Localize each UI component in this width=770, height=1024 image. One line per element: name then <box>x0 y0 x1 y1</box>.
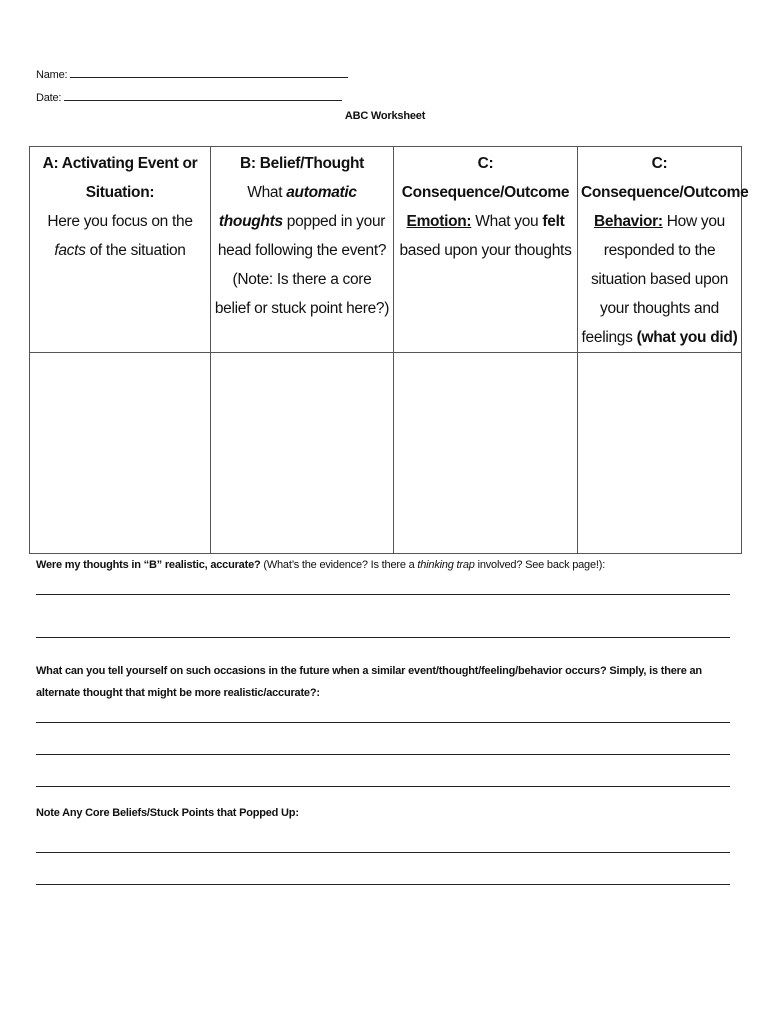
answer-cell-behavior[interactable] <box>578 353 742 554</box>
worksheet-title: ABC Worksheet <box>344 110 426 122</box>
col-c2-label: Behavior: <box>593 213 663 230</box>
col-b-note: (Note: Is there a core belief or stuck point here?) <box>214 271 390 317</box>
answer-line[interactable] <box>36 884 730 885</box>
table-answer-row <box>30 353 742 554</box>
col-c1-desc-pre: What you <box>471 213 543 230</box>
table-header-row <box>30 147 742 353</box>
col-a-desc-post: of the situation <box>85 242 186 259</box>
header-belief-thought <box>211 147 394 353</box>
question-alternate-thought: What can you tell yourself on such occasions in the future when a similar event/thought/feeling/behavior occurs? Simply, is there an alternate thought that might be more realistic/accurate?: <box>36 665 702 699</box>
col-a-desc-italic: facts <box>54 242 86 259</box>
col-c1-label: Emotion: <box>406 213 472 230</box>
col-a-desc-pre: Here you focus on the <box>47 213 193 230</box>
col-c2-desc-bold: (what you did) <box>636 329 738 346</box>
col-b-desc-pre: What <box>247 184 287 201</box>
col-c1-title: C: Consequence/Outcome <box>401 155 570 201</box>
answer-cell-activating-event[interactable] <box>30 353 211 554</box>
answer-line[interactable] <box>36 754 730 755</box>
col-c1-desc-bold: felt <box>542 213 565 230</box>
col-c1-desc-post: based upon your thoughts <box>399 242 572 259</box>
q1-italic: thinking trap <box>417 559 475 571</box>
q1-post: involved? See back page!): <box>474 559 606 571</box>
date-field-row <box>36 89 342 104</box>
header-consequence-emotion <box>394 147 578 353</box>
answer-line[interactable] <box>36 786 730 787</box>
col-b-desc-post: popped in your head following the event? <box>217 213 387 259</box>
col-a-title-2: Situation: <box>85 184 155 201</box>
question-core-beliefs: Note Any Core Beliefs/Stuck Points that Popped Up: <box>36 807 299 819</box>
answer-line[interactable] <box>36 852 730 853</box>
answer-cell-belief-thought[interactable] <box>211 353 394 554</box>
question-realistic <box>36 554 736 576</box>
q1-pre: (What’s the evidence? Is there a <box>260 559 418 571</box>
col-c2-title: C: Consequence/Outcome <box>581 155 749 201</box>
abc-table <box>29 146 749 554</box>
name-field-row <box>36 66 348 81</box>
date-label: Date: <box>36 92 62 104</box>
col-b-title: B: Belief/Thought <box>239 155 365 172</box>
q1-bold: Were my thoughts in “B” realistic, accurate? <box>36 559 261 571</box>
answer-cell-emotion[interactable] <box>394 353 578 554</box>
name-label: Name: <box>36 69 68 81</box>
col-a-title-1: A: Activating Event or <box>42 155 198 172</box>
name-input-line[interactable] <box>70 66 348 78</box>
answer-line[interactable] <box>36 722 730 723</box>
date-input-line[interactable] <box>64 89 342 101</box>
header-consequence-behavior <box>578 147 749 353</box>
header-activating-event <box>30 147 211 353</box>
answer-line[interactable] <box>36 637 730 638</box>
col-b-desc-bold-italic: automatic thoughts <box>218 184 357 230</box>
col-c2-desc: How you responded to the situation based upon your thoughts and feelings <box>581 213 729 346</box>
answer-line[interactable] <box>36 594 730 595</box>
